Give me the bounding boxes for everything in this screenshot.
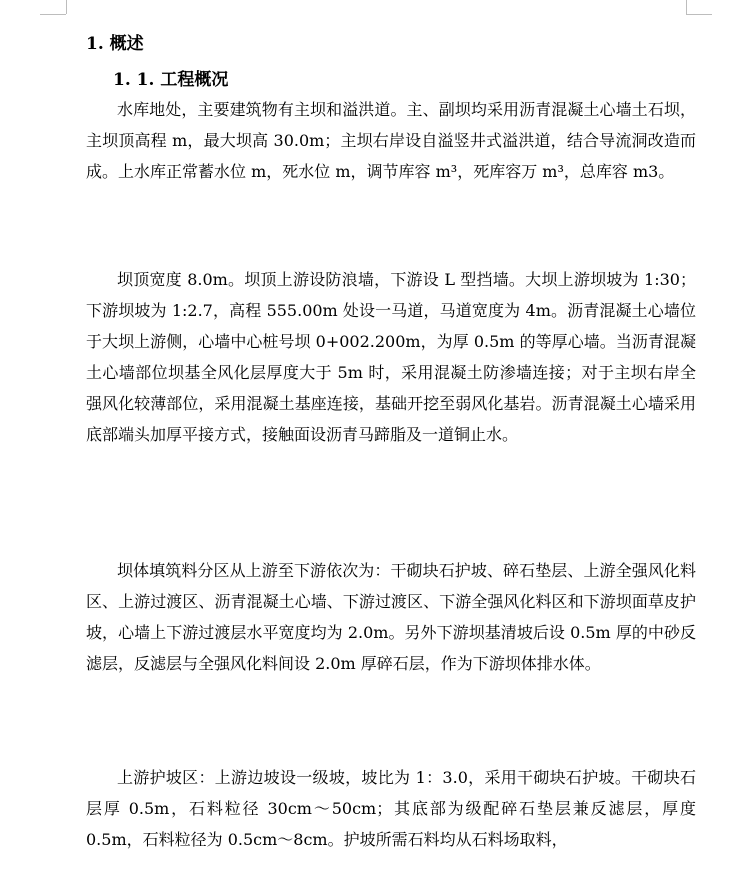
crop-mark-top-left — [40, 14, 66, 15]
subsection-heading: 1. 1. 工程概况 — [113, 70, 229, 90]
paragraph-fill-zoning: 坝体填筑料分区从上游至下游依次为：干砌块石护坡、碎石垫层、上游全强风化料区、上游过渡区、沥青混凝土心墙、下游过渡区、下游全强风化料区和下游坝面草皮护坡，心墙上下游过渡层水平宽度均为 2.0m。另外下游坝基清坡后设 0.5m 厚的中砂反滤层，反滤层与全强风化料间设 2.0m 厚碎石层，作为下游坝体排水体。 — [86, 561, 696, 673]
crop-mark-top-left-vertical — [66, 0, 67, 14]
paragraph-upstream-slope-protection: 上游护坡区：上游边坡设一级坡，坡比为 1：3.0，采用干砌块石护坡。干砌块石层厚 0.5m，石料粒径 30cm～50cm；其底部为级配碎石垫层兼反滤层，厚度 0.5m，石料粒径为 0.5cm～8cm。护坡所需石料均从石料场取料， — [86, 768, 696, 849]
paragraph-dam-crest: 坝顶宽度 8.0m。坝顶上游设防浪墙，下游设 L 型挡墙。大坝上游坝坡为 1:30；下游坝坡为 1:2.7，高程 555.00m 处设一马道，马道宽度为 4m。沥青混凝土心墙位于大坝上游侧，心墙中心桩号坝 0+002.200m，为厚 0.5m 的等厚心墙。当沥青混凝土心墙部位坝基全风化层厚度大于 5m 时，采用混凝土防渗墙连接；对于主坝右岸全强风化较薄部位，采用混凝土基座连接，基础开挖至弱风化基岩。沥青混凝土心墙采用底部端头加厚平接方式，接触面设沥青马蹄脂及一道铜止水。 — [86, 270, 696, 444]
section-heading: 1. 概述 — [86, 34, 144, 54]
paragraph-overview: 水库地处，主要建筑物有主坝和溢洪道。主、副坝均采用沥青混凝土心墙土石坝，主坝顶高程 m，最大坝高 30.0m；主坝右岸设自溢竖井式溢洪道，结合导流洞改造而成。上水库正常蓄水位 m，死水位 m，调节库容 m³，死库容万 m³，总库容 m3。 — [86, 100, 696, 181]
crop-mark-top-right — [686, 14, 712, 15]
crop-mark-top-right-vertical — [686, 0, 687, 14]
